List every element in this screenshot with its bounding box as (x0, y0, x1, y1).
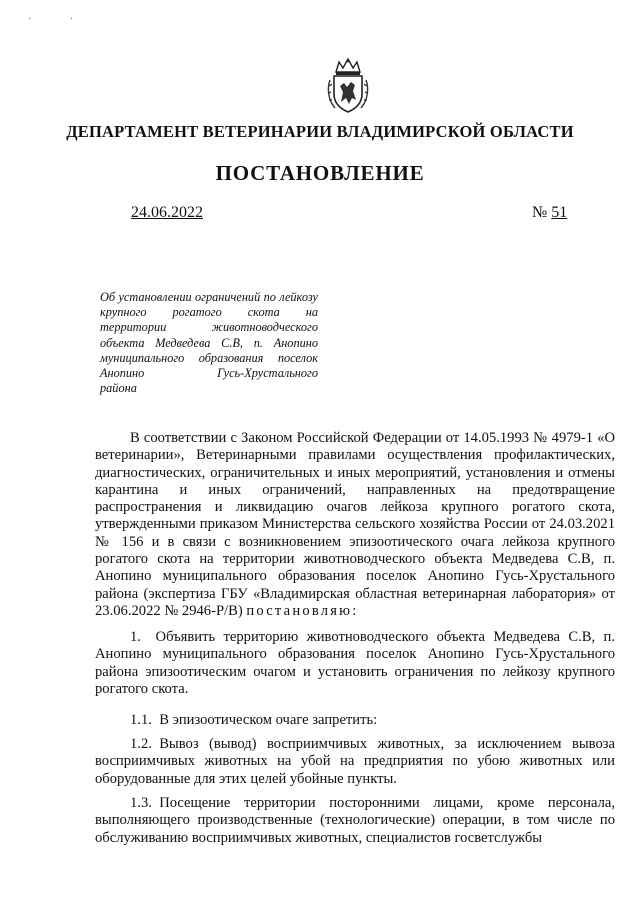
document-date: 24.06.2022 (131, 204, 203, 221)
subject-text: Об установлении ограничений по лейкозу крупного рогатого скота на территории животноводческого объекта Медведева С.В, п. Анопино муниципального образования поселок Анопино Гусь-Хрустального (100, 290, 318, 381)
subject-last-line: района (100, 381, 137, 396)
coat-of-arms-emblem (325, 58, 371, 114)
document-type-title: ПОСТАНОВЛЕНИЕ (215, 161, 425, 185)
subject-block (100, 290, 318, 396)
clause-1-3: 1.3. Посещение территории посторонними лицами, кроме персонала, выполняющего производственные (технологические) операции, в том числе по обслуживанию восприимчивых животных, специалистов госветслужбы (95, 795, 615, 846)
document-number (532, 204, 567, 222)
clause-1: 1. Объявить территорию животноводческого объекта Медведева С.В, п. Анопино муниципального образования поселок Анопино Гусь-Хрустального района эпизоотическим очагом и установить ограничения по лейкозу крупного рогатого скота. (95, 629, 615, 697)
scan-marks: · · (28, 14, 92, 25)
resolution-word: постановляю: (246, 602, 359, 619)
preamble-paragraph (95, 430, 615, 620)
preamble-text: В соответствии с Законом Российской Федерации от 14.05.1993 № 4979-1 «О ветеринарии», Ветеринарными правилами осуществления профилактических, диагностических, ограничительных и иных мероприятий, установления и отмены карантина и иных ограничений, направленных на предотвращение распространения и ликвидацию очагов лейкоза крупного рогатого скота, утвержденными приказом Министерства сельского хозяйства России от 24.03.2021 № 156 и в связи с возникновением эпизоотического очага лейкоза крупного рогатого скота на территории животноводческого объекта Медведева С.В, п. Анопино муниципального образования поселок Анопино Гусь-Хрустального района (экспертиза ГБУ «Владимирская областная ветеринарная лаборатория» от 23.06.2022 № 2946-Р/В) (95, 430, 615, 619)
clause-1-2: 1.2. Вывоз (вывод) восприимчивых животных, за исключением вывоза восприимчивых животных на убой на предприятия по убою животных или оборудованные для этих целей убойные пункты. (95, 736, 615, 787)
clause-1-1: 1.1. В эпизоотическом очаге запретить: (130, 712, 378, 728)
department-heading: ДЕПАРТАМЕНТ ВЕТЕРИНАРИИ ВЛАДИМИРСКОЙ ОБЛАСТИ (66, 122, 574, 141)
number-sign: № (532, 204, 548, 221)
number-value: 51 (551, 204, 568, 221)
